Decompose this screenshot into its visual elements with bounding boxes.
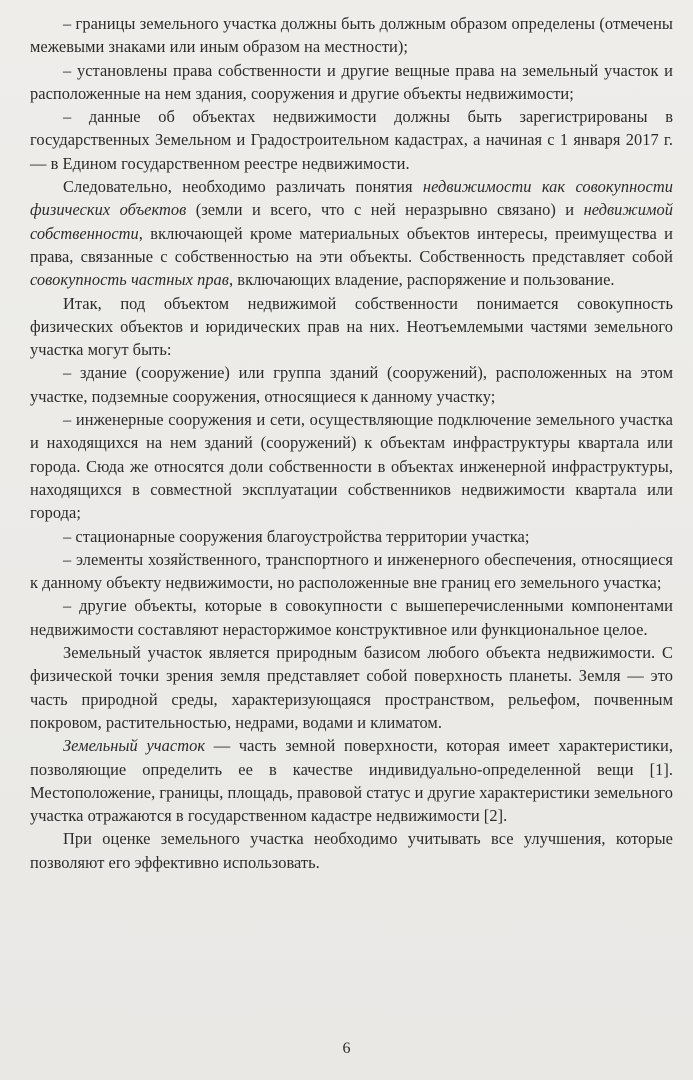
paragraph: [30, 408, 673, 524]
text-run: Земельный участок является природным базисом любого объекта недвижимости. С физической точки зрения земля представляет собой поверхность планеты. Земля — это часть природной среды, характеризующаяся пространством, рельефом, почвенным покровом, растительностью, недрами, водами и климатом.: [30, 643, 673, 732]
paragraph: [30, 734, 673, 827]
paragraph: [30, 827, 673, 874]
paragraph: [30, 175, 673, 291]
paragraph: [30, 292, 673, 362]
paragraph: [30, 525, 673, 548]
text-run: , включающих владение, распоряжение и пользование.: [228, 270, 615, 290]
text-run: – данные об объектах недвижимости должны быть зарегистрированы в государственных Земельном и Градостроительном кадастрах, а начиная с 1 января 2017 г. — в Едином государственном реестре недвижимости.: [30, 107, 673, 173]
text-run: – здание (сооружение) или группа зданий (сооружений), расположенных на этом участке, подземные сооружения, относящиеся к данному участку;: [30, 363, 673, 406]
text-run: – стационарные сооружения благоустройства территории участка;: [63, 526, 530, 546]
text-run: – установлены права собственности и другие вещные права на земельный участок и расположенные на нем здания, сооружения и другие объекты недвижимости;: [30, 60, 673, 103]
text-run: (земли и всего, что с ней неразрывно связано) и: [186, 200, 584, 220]
paragraph: [30, 12, 673, 59]
text-run: — часть земной поверхности, которая имеет характеристики, позволяющие определить ее в качестве индивидуально-определенной вещи [1]. Местоположение, границы, площадь, правовой статус и другие характеристики земельного участка отражаются в государственном кадастре недвижимости [2].: [30, 736, 673, 826]
paragraph: [30, 641, 673, 734]
text-run: Итак, под объектом недвижимой собственности понимается совокупность физических объектов и юридических прав на них. Неотъемлемыми частями земельного участка могут быть:: [30, 293, 673, 360]
italic-term: Земельный участок: [63, 736, 206, 756]
italic-term: недвижимой собственности: [30, 200, 673, 243]
page-number: 6: [342, 1040, 351, 1057]
paragraph: [30, 548, 673, 595]
text-body: [30, 12, 673, 874]
text-run: – элементы хозяйственного, транспортного и инженерного обеспечения, относящиеся к данному объекту недвижимости, но расположенные вне границ его земельного участка;: [30, 549, 673, 593]
text-run: – границы земельного участка должны быть должным образом определены (отмечены межевыми знаками или иным образом на местности);: [30, 14, 673, 57]
paragraph: [30, 361, 673, 408]
text-run: Следовательно, необходимо различать понятия: [63, 177, 423, 197]
paragraph: [30, 59, 673, 106]
text-run: , включающей кроме материальных объектов интересы, преимущества и права, связанные с собственностью на эти объекты. Собственность представляет собой: [30, 223, 673, 266]
text-run: – инженерные сооружения и сети, осуществляющие подключение земельного участка и находящихся на нем зданий (сооружений) к объектам инфраструктуры квартала или города. Сюда же относятся доли собственности в объектах инженерной инфраструктуры, находящихся в совместной эксплуатации собственников недвижимости квартала или города;: [30, 410, 673, 523]
paragraph: [30, 594, 673, 641]
paragraph: [30, 105, 673, 175]
text-run: При оценке земельного участка необходимо учитывать все улучшения, которые позволяют его эффективно использовать.: [30, 829, 673, 872]
text-run: – другие объекты, которые в совокупности с вышеперечисленными компонентами недвижимости составляют нерасторжимое конструктивное или функциональное целое.: [30, 596, 673, 639]
italic-term: недвижимости как совокупности физических объектов: [30, 177, 673, 220]
italic-term: совокупность частных прав: [30, 270, 229, 290]
